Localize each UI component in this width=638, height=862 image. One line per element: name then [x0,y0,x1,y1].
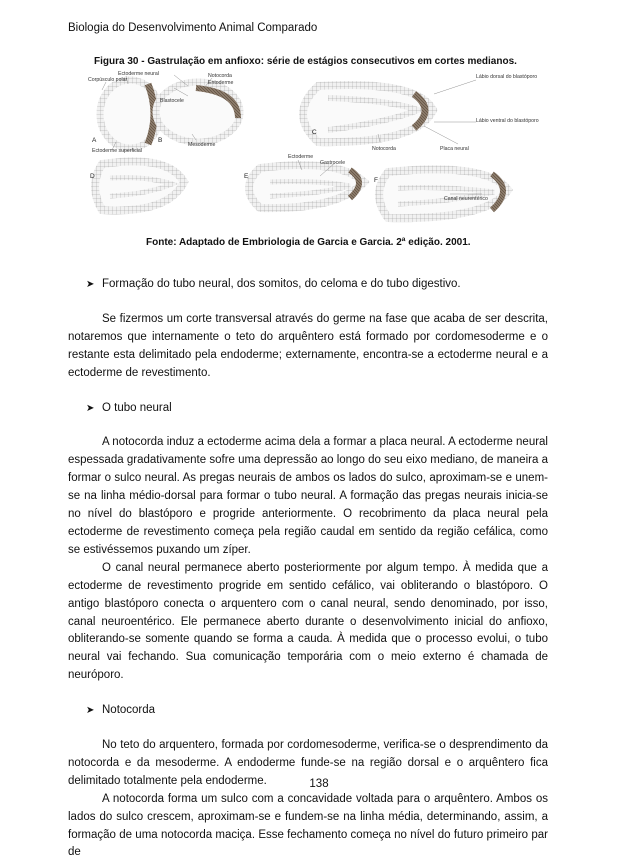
panel-letter-f: F [374,177,378,184]
running-header: Biologia do Desenvolvimento Animal Comparado [68,22,318,34]
panel-a-embryo [100,80,163,148]
panel-letter-d: D [90,173,95,180]
label-mesoderme: Mesoderme [188,142,216,148]
label-notocorda-c: Notocorda [372,146,396,152]
label-entoderme: Entoderme [208,80,234,86]
arrow-bullet-icon: ➤ [86,705,95,717]
label-notocorda-a: Notocorda [208,73,232,79]
figure-source: Fonte: Adaptado de Embriologia de Garcia e Garcia. 2ª edição. 2001. [146,237,471,248]
section-heading-tubo-digestivo: ➤ Formação do tubo neural, dos somitos, do celoma e do tubo digestivo. [86,276,548,294]
section-heading-notocorda: ➤ Notocorda [86,702,548,720]
panel-f-embryo [379,169,508,218]
panel-d-embryo [95,161,184,210]
paragraph: No teto do arquentero, formada por cordomesoderme, verifica-se o desprendimento da notocorda e da mesoderme. A endoderme funde-se na região dorsal e o arquêntero fica delimitado totalmente pela endoderme. [68,739,548,787]
panel-e-embryo [249,165,364,208]
label-blastocele: Blastocele [160,98,184,104]
paragraph: A notocorda induz a ectoderme acima dela a formar a placa neural. A ectoderme neural espessada gradativamente sofre uma depressão ao longo do seu eixo mediano, de maneira a formar o sulco neural. As pregas neurais de ambos os lados do sulco, aproximam-se e unem-se na linha médio-dorsal para formar o tubo neural. A formação das pregas neurais inicia-se no nível do blastóporo e progride anteriormente. O recobrimento da placa neural pela ectoderme de revestimento começa pela região caudal em sentido da região cefálica, como se estivéssemos puxando um zíper. [68,436,548,556]
gastrulation-diagram [88,70,550,234]
label-ectoderme-superficial: Ectoderme superficial [92,148,142,154]
label-labio-ventral: Lábio ventral do blastóporo [476,118,539,124]
body-text [68,276,548,862]
panel-letter-e: E [244,173,249,180]
label-ectoderme-neural: Ectoderme neural [118,71,159,77]
section-heading-tubo-neural: ➤ O tubo neural [86,400,548,418]
paragraph: O canal neural permanece aberto posteriormente por algum tempo. À medida que a ectoderme de revestimento progride em sentido cefálico, vai obliterando o blastóporo. O antigo blastóporo conecta o arquentero com o canal neural, sendo denominado, por isso, canal neuroentérico. Ele permanece aberto durante o desenvolvimento inicial do anfioxo, obliterando-se somente quando se forma a cauda. À medida que o processo evolui, o tubo neural vai fechando. Sua comunicação temporária com o meio externo é chamada de neuróporo. [68,561,548,682]
label-corpusculo-polar: Corpúsculo polar [88,77,128,83]
gastrulation-figure [88,70,550,234]
arrow-bullet-icon: ➤ [86,402,95,414]
arrow-bullet-icon: ➤ [86,279,95,290]
panel-letter-c: C [312,129,317,136]
panel-c-embryo [303,85,433,142]
panel-letter-b: B [158,137,163,144]
label-canal-neurenterico: Canal neurentérico [444,196,488,202]
paragraph: A notocorda forma um sulco com a concavidade voltada para o arquêntero. Ambos os lados do sulco crescem, aproximam-se e fundem-se na linha média, determinando, assim, a formação de uma notocorda maciça. Esse fechamento começa no nível do futuro primeiro par de [68,792,548,859]
label-placa-neural: Placa neural [440,146,469,152]
paragraph: Se fizermos um corte transversal através do germe na fase que acaba de ser descrita, notaremos que internamente o teto do arquêntero está formado por cordomesoderme e o restante esta delimitado pela endoderme; externamente, encontra-se a ectoderme neural e a ectoderme de revestimento. [68,312,548,379]
label-ectoderme: Ectoderme [288,154,314,160]
label-gastrocele: Gastrocele [320,160,346,166]
page-number: 138 [309,778,329,790]
figure-caption: Figura 30 - Gastrulação em anfioxo: série de estágios consecutivos em cortes medianos. [94,56,517,67]
label-labio-dorsal: Lábio dorsal do blastóporo [476,74,538,80]
panel-letter-a: A [92,137,97,144]
panel-b-embryo [156,82,240,142]
